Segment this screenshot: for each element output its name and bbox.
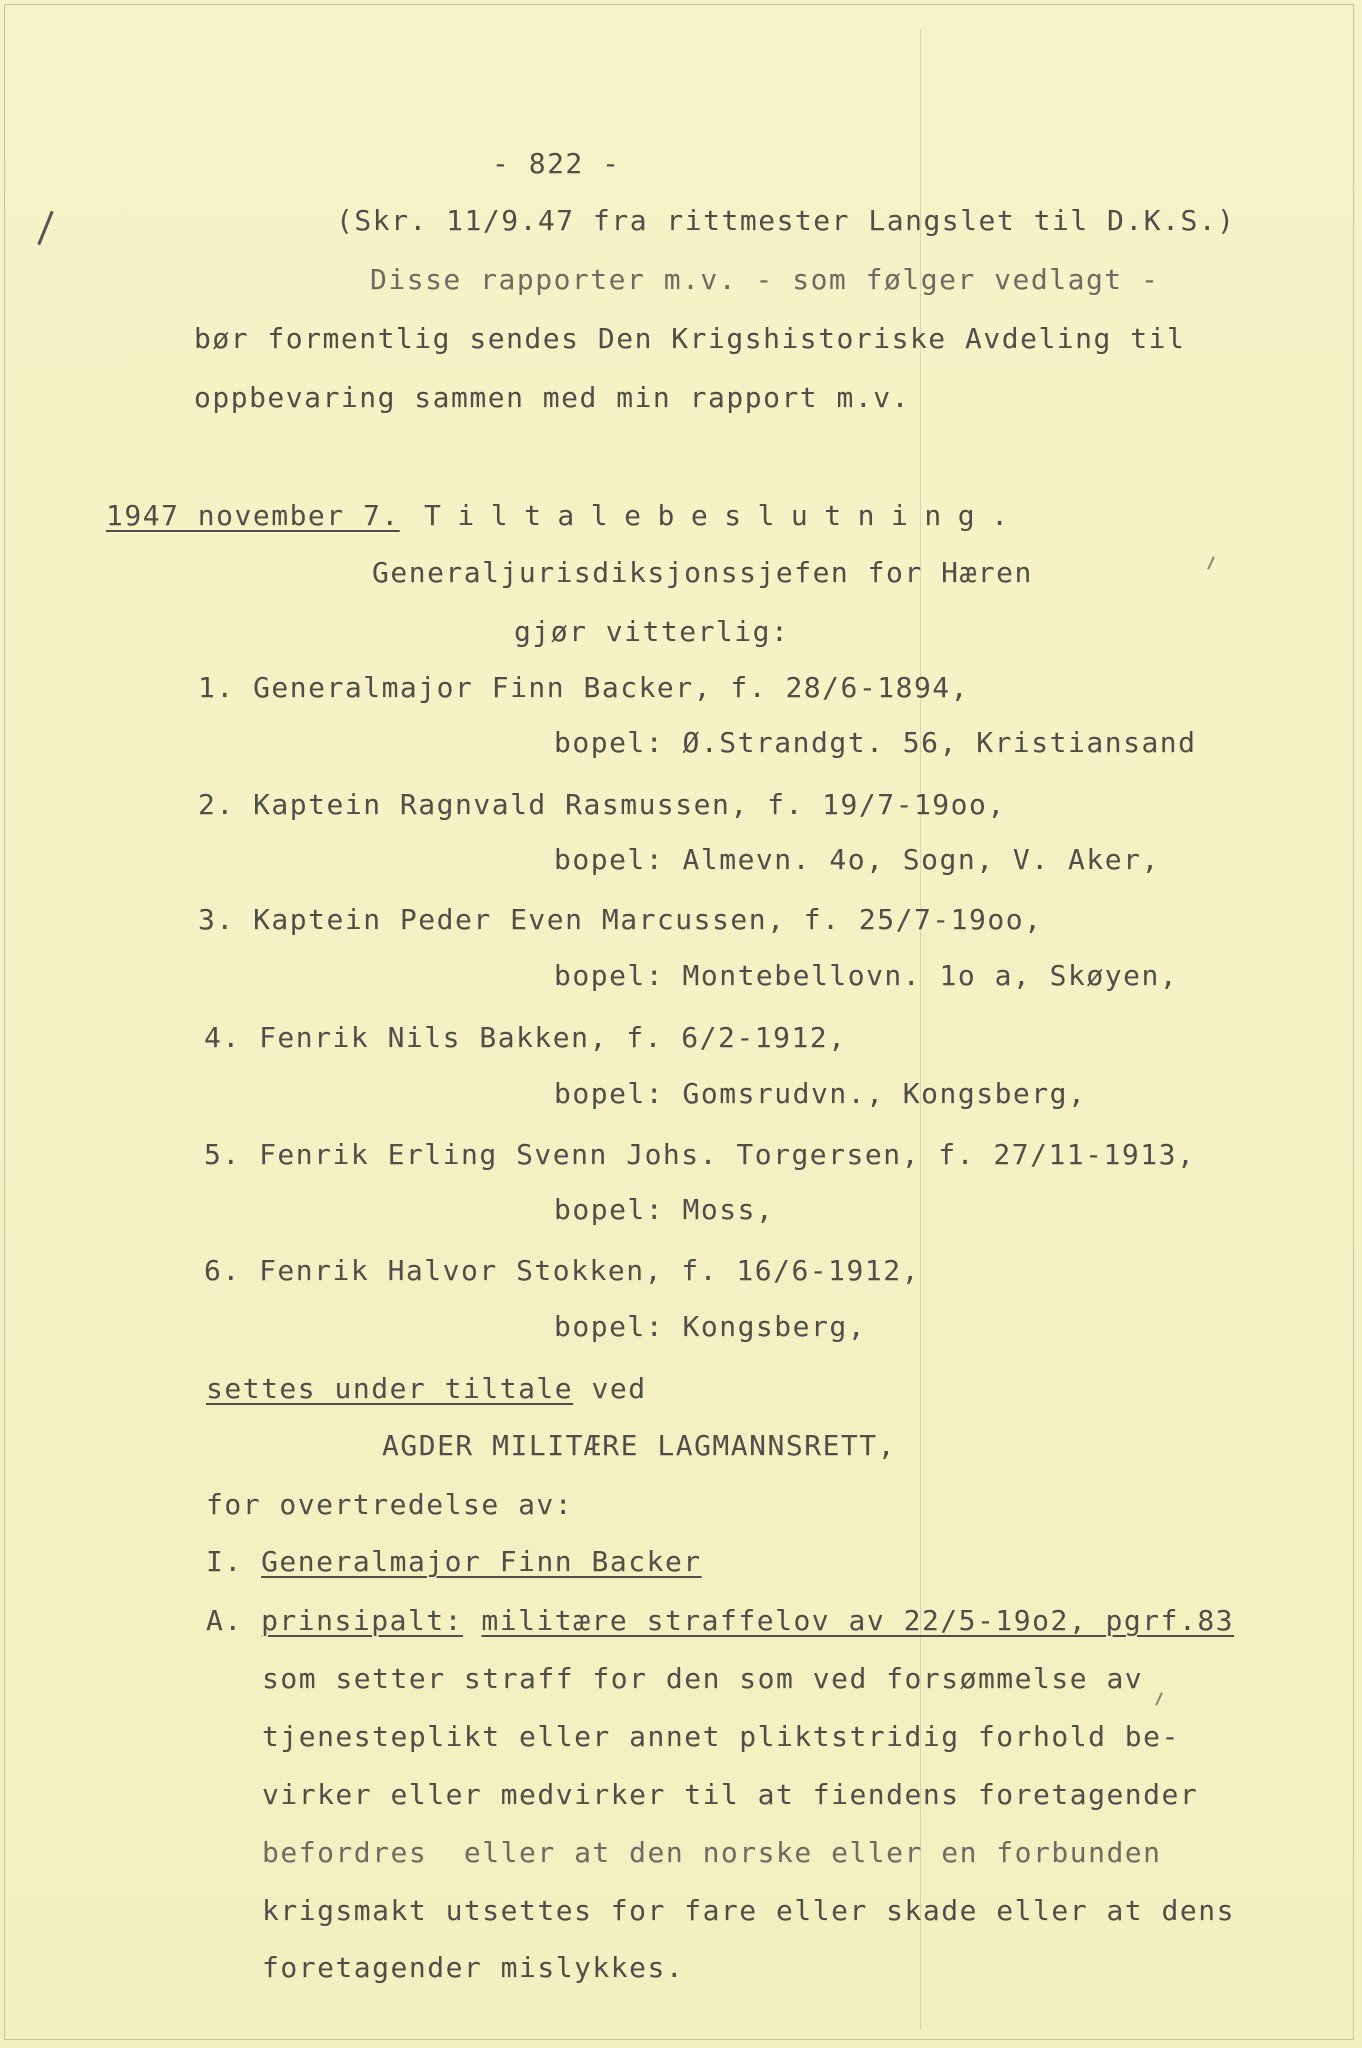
page-number: - 822 - [492,147,621,180]
violation-heading: for overtredelse av: [206,1488,574,1521]
section-name: Generalmajor Finn Backer [261,1545,702,1578]
defendant-address: bopel: Gomsrudvn., Kongsberg, [554,1077,1087,1110]
paragraph-line: oppbevaring sammen med min rapport m.v. [194,381,910,414]
defendant-name: 6. Fenrik Halvor Stokken, f. 16/6-1912, [204,1254,920,1287]
clause-law: militære straffelov av 22/5-19o2, pgrf.83 [481,1604,1235,1637]
clause-text-line: befordres eller at den norske eller en forbunden [262,1836,1162,1869]
defendant-name: 2. Kaptein Ragnvald Rasmussen, f. 19/7-19oo, [198,788,1006,821]
defendant-name: 5. Fenrik Erling Svenn Johs. Torgersen, f. 27/11-1913, [204,1138,1196,1171]
defendant-name: 1. Generalmajor Finn Backer, f. 28/6-1894, [198,671,970,704]
defendant-address: bopel: Almevn. 4o, Sogn, V. Aker, [554,843,1160,876]
clause-text-line: som setter straff for den som ved forsømmelse av [262,1662,1144,1695]
clause-label: A. [206,1604,262,1637]
defendant-address: bopel: Moss, [554,1193,775,1226]
clause-text-line: virker eller medvirker til at fiendens foretagender [262,1778,1199,1811]
clause-principal: prinsipalt: [261,1604,464,1637]
issuer: Generaljurisdiksjonssjefen for Hæren [372,556,1033,589]
defendant-name: 4. Fenrik Nils Bakken, f. 6/2-1912, [204,1021,847,1054]
entry-title: Tiltalebeslutning. [424,499,1025,532]
section-number: I. [206,1545,262,1578]
charge-underlined: settes under tiltale [206,1372,574,1405]
charge-rest: ved [573,1372,647,1405]
charge-line [206,1372,647,1406]
defendant-address: bopel: Montebellovn. 1o a, Skøyen, [554,959,1179,992]
paragraph-line: (Skr. 11/9.47 fra rittmester Langslet til D.K.S.) [336,204,1236,237]
defendant-name: 3. Kaptein Peder Even Marcussen, f. 25/7-19oo, [198,903,1043,936]
defendant-address: bopel: Kongsberg, [554,1310,867,1343]
proclaims: gjør vitterlig: [514,615,790,648]
clause-text-line: tjenesteplikt eller annet pliktstridig forhold be- [262,1720,1180,1753]
paragraph-line: bør formentlig sendes Den Krigshistoriske Avdeling til [194,322,1186,355]
clause-text-line: foretagender mislykkes. [262,1951,685,1984]
clause-heading [206,1604,1234,1638]
section-heading [206,1545,702,1579]
entry-date: 1947 november 7. [106,499,400,532]
clause-text-line: krigsmakt utsettes for fare eller skade eller at dens [262,1894,1235,1927]
defendant-address: bopel: Ø.Strandgt. 56, Kristiansand [554,726,1197,759]
court-name: AGDER MILITÆRE LAGMANNSRETT, [382,1429,897,1462]
paragraph-line: Disse rapporter m.v. - som følger vedlagt - [370,263,1160,296]
